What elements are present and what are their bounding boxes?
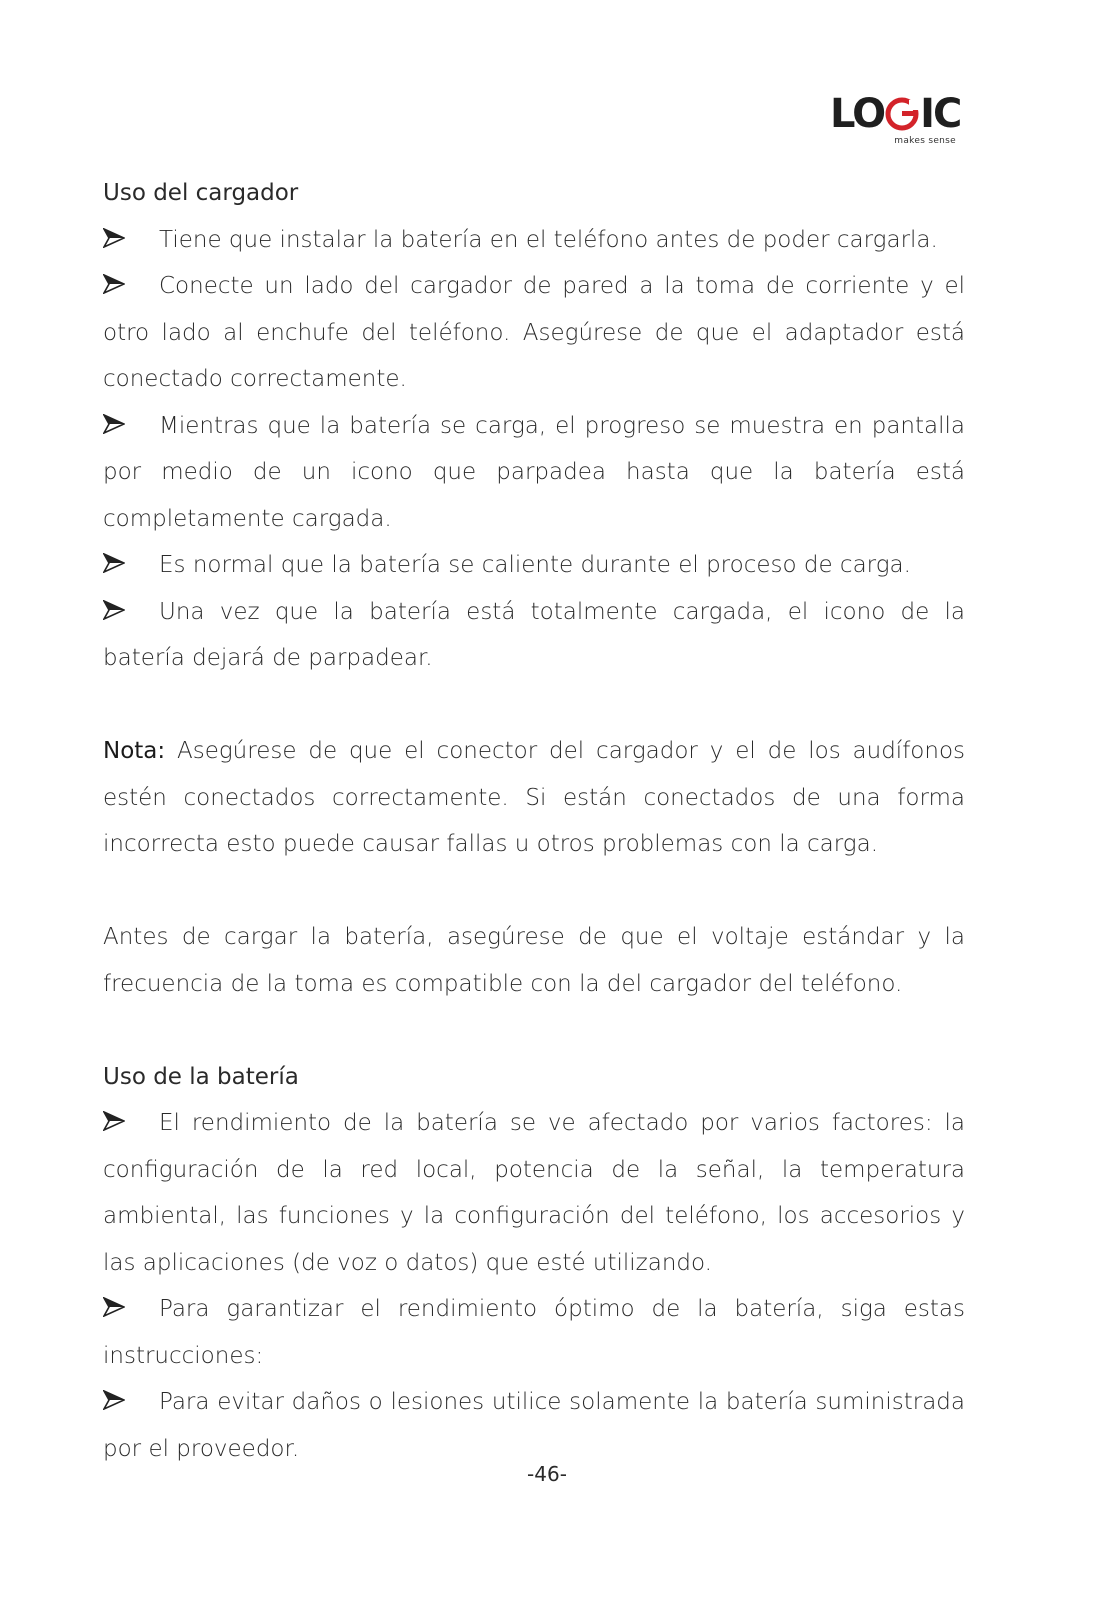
logo-text-start: LO [830,91,885,137]
bullet-text: Para garantizar el rendimiento óptimo de la batería, siga estas instrucciones: [103,1296,965,1369]
bullet-item [103,217,965,264]
note-text: Asegúrese de que el conector del cargador y el de los audífonos estén conectados correctamente. Si están conectados de una forma incorrecta esto puede causar fallas u otros problemas con la carga. [103,738,965,857]
bullet-item [103,542,965,589]
page-content [103,170,965,1472]
arrow-bullet-icon [103,600,125,620]
spacer [103,682,965,729]
spacer [103,1007,965,1054]
logo-wordmark [830,92,960,136]
logo-tagline: makes sense [894,136,956,146]
bullet-text: Conecte un lado del cargador de pared a la toma de corriente y el otro lado al enchufe del teléfono. Asegúrese de que el adaptador está conectado correctamente. [103,273,965,392]
note-label: Nota: [103,738,166,764]
bullet-text: Es normal que la batería se caliente durante el proceso de carga. [159,552,911,578]
logo-g-icon [885,97,919,131]
bullet-item [103,263,965,403]
spacer [103,868,965,915]
logo-text-end: IC [920,91,961,137]
bullet-text: Una vez que la batería está totalmente cargada, el icono de la batería dejará de parpadear. [103,598,965,671]
arrow-bullet-icon [103,414,125,434]
arrow-bullet-icon [103,228,125,248]
section-heading-battery: Uso de la batería [103,1063,299,1090]
note-paragraph [103,728,965,868]
bullet-text: Para evitar daños o lesiones utilice solamente la batería suministrada por el proveedor. [103,1389,965,1462]
arrow-bullet-icon [103,553,125,573]
bullet-item [103,1286,965,1379]
bullet-item [103,1379,965,1472]
logic-logo [830,92,962,150]
page-number: -46- [527,1462,567,1486]
voltage-paragraph: Antes de cargar la batería, asegúrese de que el voltaje estándar y la frecuencia de la toma es compatible con la del cargador del teléfono. [103,924,965,997]
bullet-text: Mientras que la batería se carga, el progreso se muestra en pantalla por medio de un icono que parpadea hasta que la batería está completamente cargada. [103,412,965,532]
bullet-text: El rendimiento de la batería se ve afectado por varios factores: la configuración de la red local, potencia de la señal, la temperatura ambiental, las funciones y la configuración del teléfono, los accesorios y las aplicaciones (de voz o datos) que esté utilizando. [103,1110,965,1276]
bullet-text: Tiene que instalar la batería en el teléfono antes de poder cargarla. [159,226,938,253]
section-heading-charger: Uso del cargador [103,180,299,206]
bullet-item [103,589,965,682]
arrow-bullet-icon [103,1297,125,1317]
bullet-item [103,1100,965,1286]
bullet-item [103,403,965,543]
arrow-bullet-icon [103,1111,125,1131]
arrow-bullet-icon [103,1390,125,1410]
arrow-bullet-icon [103,274,125,294]
